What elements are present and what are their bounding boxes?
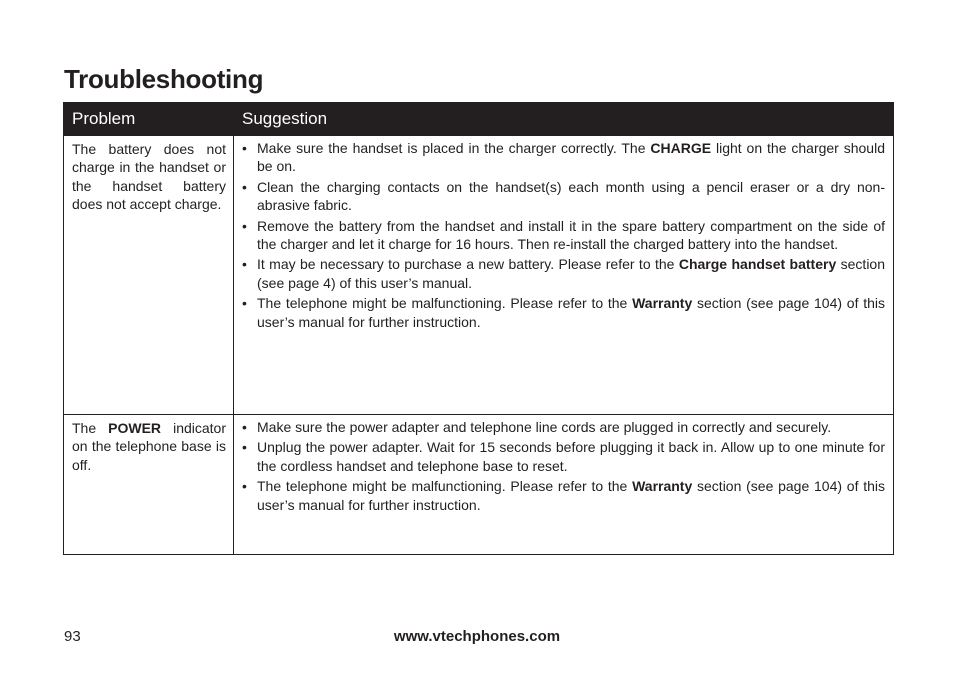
text-run: section (see page 104) of this user’s manual for further instruction. <box>257 478 885 513</box>
problem-cell <box>64 136 234 415</box>
problem-column-header: Problem <box>64 103 234 136</box>
suggestion-cell <box>234 415 894 555</box>
table-header-row <box>64 103 894 136</box>
suggestion-item <box>241 139 885 176</box>
suggestion-list <box>241 418 885 514</box>
emphasis-text: Charge handset battery <box>678 256 837 273</box>
footer-url: www.vtechphones.com <box>393 628 561 645</box>
text-run: section (see page 4) of this user’s manual. <box>257 256 886 291</box>
emphasis-text: Warranty <box>632 478 693 495</box>
text-run: The telephone might be malfunctioning. Please refer to the <box>257 295 633 312</box>
text-run: The <box>72 420 109 436</box>
suggestion-item <box>241 477 885 514</box>
suggestion-item <box>241 255 885 292</box>
suggestion-cell <box>234 136 894 415</box>
text-run: Remove the battery from the handset and install it in the spare battery compartment on the side of the charger and let it charge for 16 hours. Then re-install the charged battery into the handset. <box>257 217 885 253</box>
text-run: The telephone might be malfunctioning. Please refer to the <box>257 478 633 495</box>
emphasis-text: CHARGE <box>650 140 712 156</box>
page-title: Troubleshooting <box>64 64 264 94</box>
text-run: Make sure the handset is placed in the charger correctly. The <box>257 140 651 156</box>
text-run: It may be necessary to purchase a new battery. Please refer to the <box>257 256 679 273</box>
troubleshooting-table <box>63 102 894 555</box>
text-run: Unplug the power adapter. Wait for 15 seconds before plugging it back in. Allow up to one minute for the cordless handset and telephone base to reset. <box>257 439 885 474</box>
text-run: The battery does not charge in the handset or the handset battery does not accept charge. <box>72 141 226 213</box>
suggestion-item <box>241 438 885 475</box>
table-row <box>64 415 894 555</box>
emphasis-text: Warranty <box>632 295 693 312</box>
text-run: Make sure the power adapter and telephone line cords are plugged in correctly and securely. <box>257 419 832 435</box>
suggestion-column-header: Suggestion <box>234 103 894 136</box>
suggestion-item <box>241 294 885 331</box>
text-run: indicator on the telephone base is off. <box>72 420 226 473</box>
text-run: section (see page 104) of this user’s manual for further instruction. <box>257 295 885 330</box>
page-number: 93 <box>64 628 81 645</box>
problem-cell <box>64 415 234 555</box>
suggestion-item <box>241 178 885 215</box>
text-run: light on the charger should be on. <box>257 140 885 175</box>
table-row <box>64 136 894 415</box>
text-run: Clean the charging contacts on the handset(s) each month using a pencil eraser or a dry non-abrasive fabric. <box>257 178 885 214</box>
suggestion-list <box>241 139 885 331</box>
suggestion-item <box>241 217 885 254</box>
emphasis-text: POWER <box>108 420 162 436</box>
suggestion-item <box>241 418 885 436</box>
